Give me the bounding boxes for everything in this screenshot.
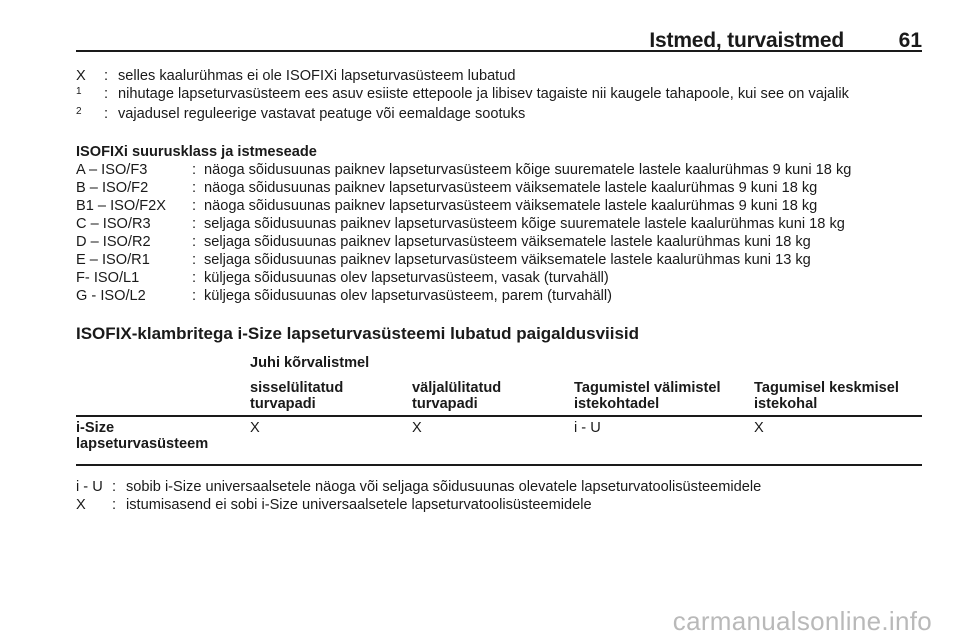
size-class-code: E – ISO/R1 xyxy=(76,252,150,268)
size-class-description: küljega sõidusuunas olev lapseturvasüsteem, vasak (turvahäll) xyxy=(204,270,609,286)
size-class-code: F- ISO/L1 xyxy=(76,270,140,286)
size-class-item xyxy=(76,287,926,305)
size-class-separator: : xyxy=(192,216,197,232)
size-class-separator: : xyxy=(192,288,197,304)
legend-separator: : xyxy=(112,497,117,513)
legend-separator: : xyxy=(104,106,109,122)
table-group-header-row xyxy=(76,355,922,380)
size-class-code: G - ISO/L2 xyxy=(76,288,146,304)
size-class-code: D – ISO/R2 xyxy=(76,234,151,250)
column-header-airbag-on: sisselülitatud turvapadi xyxy=(250,380,412,416)
size-class-list xyxy=(76,161,926,305)
column-header-rear-center: Tagumisel keskmisel istekohal xyxy=(754,380,922,416)
size-class-separator: : xyxy=(192,252,197,268)
legend-item-footnote-1 xyxy=(76,85,926,105)
table-cell: i - U xyxy=(574,416,754,465)
size-class-item xyxy=(76,161,926,179)
size-class-separator: : xyxy=(192,270,197,286)
group-header-passenger-seat: Juhi kõrvalistmel xyxy=(250,355,370,371)
size-class-description: küljega sõidusuunas olev lapseturvasüsteem, parem (turvahäll) xyxy=(204,288,613,304)
size-class-description: seljaga sõidusuunas paiknev lapseturvasüsteem kõige suurematele lastele kaalurühmas kuni 18 kg xyxy=(204,216,845,232)
size-class-item xyxy=(76,269,926,287)
page-content xyxy=(76,67,926,514)
legend-separator: : xyxy=(104,68,109,84)
size-class-item xyxy=(76,215,926,233)
size-class-code: C – ISO/R3 xyxy=(76,216,151,232)
table-column-header-row xyxy=(76,380,922,416)
size-class-code: B1 – ISO/F2X xyxy=(76,198,167,214)
size-class-code: B – ISO/F2 xyxy=(76,180,149,196)
isize-table xyxy=(76,355,922,466)
size-class-description: näoga sõidusuunas paiknev lapseturvasüsteem väiksematele lastele kaalurühmas 9 kuni 18 kg xyxy=(204,198,818,214)
legend-item-x xyxy=(76,496,926,514)
page-title: Istmed, turvaistmed xyxy=(649,29,844,52)
table-cell: X xyxy=(250,416,412,465)
legend-key: X xyxy=(76,68,86,84)
table-cell: X xyxy=(754,416,922,465)
legend-key: X xyxy=(76,497,86,513)
size-class-description: näoga sõidusuunas paiknev lapseturvasüsteem väiksematele lastele kaalurühmas 9 kuni 18 kg xyxy=(204,180,818,196)
size-class-item xyxy=(76,179,926,197)
column-header-airbag-off: väljalülitatud turvapadi xyxy=(412,380,574,416)
legend-text: selles kaalurühmas ei ole ISOFIXi lapseturvasüsteem lubatud xyxy=(118,68,516,84)
size-class-separator: : xyxy=(192,180,197,196)
legend-item-x xyxy=(76,67,926,85)
size-class-description: näoga sõidusuunas paiknev lapseturvasüsteem kõige suurematele lastele kaalurühmas 9 kuni 18 kg xyxy=(204,162,852,178)
legend-key: i - U xyxy=(76,479,103,495)
page-header xyxy=(76,14,922,52)
size-class-code: A – ISO/F3 xyxy=(76,162,148,178)
size-class-separator: : xyxy=(192,162,197,178)
legend-separator: : xyxy=(104,86,109,102)
size-class-item xyxy=(76,251,926,269)
legend-item-iu xyxy=(76,478,926,496)
footnote-marker: 1 xyxy=(76,86,82,97)
legend-top xyxy=(76,67,926,125)
watermark: carmanualsonline.info xyxy=(672,606,932,636)
size-class-separator: : xyxy=(192,198,197,214)
legend-separator: : xyxy=(112,479,117,495)
table-cell: X xyxy=(412,416,574,465)
size-class-item xyxy=(76,197,926,215)
table-row xyxy=(76,416,922,465)
size-class-description: seljaga sõidusuunas paiknev lapseturvasüsteem väiksematele lastele kaalurühmas kuni 18 kg xyxy=(204,234,811,250)
size-class-description: seljaga sõidusuunas paiknev lapseturvasüsteem väiksematele lastele kaalurühmas kuni 13 kg xyxy=(204,252,811,268)
legend-text: nihutage lapseturvasüsteem ees asuv esiiste ettepoole ja libisev tagaiste nii kaugele tahapoole, kui see on vajalik xyxy=(118,86,849,102)
row-label-isize: i-Size lapseturvasüsteem xyxy=(76,416,250,465)
legend-bottom xyxy=(76,478,926,514)
size-class-separator: : xyxy=(192,234,197,250)
size-class-heading: ISOFIXi suurusklass ja istmeseade xyxy=(76,144,317,160)
legend-text: vajadusel reguleerige vastavat peatuge või eemaldage sootuks xyxy=(118,106,526,122)
isize-section-title: ISOFIX-klambritega i-Size lapseturvasüsteemi lubatud paigaldusviisid xyxy=(76,324,640,343)
footnote-marker: 2 xyxy=(76,106,82,117)
legend-item-footnote-2 xyxy=(76,105,926,125)
size-class-item xyxy=(76,233,926,251)
legend-text: sobib i-Size universaalsetele näoga või seljaga sõidusuunas olevatele lapseturvatoolisüsteemidele xyxy=(126,479,762,495)
legend-text: istumisasend ei sobi i-Size universaalsetele lapseturvatoolisüsteemidele xyxy=(126,497,592,513)
column-header-rear-outer: Tagumistel välimistel istekohtadel xyxy=(574,380,754,416)
page-number: 61 xyxy=(898,29,922,52)
